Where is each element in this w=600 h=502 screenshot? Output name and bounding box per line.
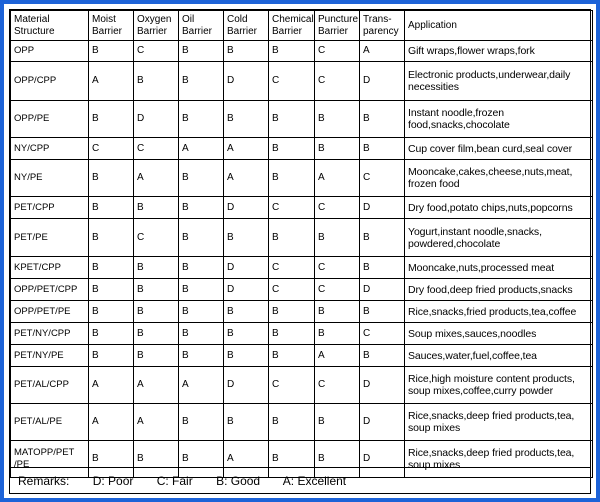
table-row (11, 138, 593, 160)
cell-moist: A (89, 62, 134, 101)
cell-puncture: B (315, 101, 360, 138)
cell-puncture: C (315, 197, 360, 219)
cell-moist: B (89, 41, 134, 62)
cell-oil: B (179, 62, 224, 101)
cell-transparency: B (360, 138, 405, 160)
cell-structure: PET/CPP (11, 197, 89, 219)
cell-moist: B (89, 441, 134, 478)
cell-oxygen: B (134, 345, 179, 367)
cell-puncture: A (315, 160, 360, 197)
cell-oil: B (179, 197, 224, 219)
cell-transparency: B (360, 257, 405, 279)
cell-puncture: B (315, 441, 360, 478)
cell-application: Yogurt,instant noodle,snacks, powdered,chocolate (405, 219, 593, 257)
cell-transparency: A (360, 41, 405, 62)
column-header-transparency: Trans- parency (360, 11, 405, 41)
table-row (11, 345, 593, 367)
cell-chemical: B (269, 404, 315, 441)
cell-oxygen: A (134, 160, 179, 197)
cell-cold: D (224, 257, 269, 279)
cell-chemical: B (269, 323, 315, 345)
cell-application: Instant noodle,frozen food,snacks,chocolate (405, 101, 593, 138)
cell-transparency: D (360, 441, 405, 478)
table-row (11, 404, 593, 441)
cell-structure: OPP/PET/PE (11, 301, 89, 323)
cell-structure: PET/NY/CPP (11, 323, 89, 345)
cell-cold: D (224, 197, 269, 219)
cell-transparency: D (360, 404, 405, 441)
table-row (11, 367, 593, 404)
cell-application: Dry food,deep fried products,snacks (405, 279, 593, 301)
column-header-chemical-barrier: Chemical Barrier (269, 11, 315, 41)
column-header-material-structure: Material Structure (11, 11, 89, 41)
cell-puncture: B (315, 219, 360, 257)
cell-transparency: D (360, 62, 405, 101)
remarks-legend (10, 467, 590, 493)
cell-application: Rice,high moisture content products, soup mixes,coffee,curry powder (405, 367, 593, 404)
cell-transparency: D (360, 367, 405, 404)
cell-chemical: B (269, 101, 315, 138)
cell-moist: C (89, 138, 134, 160)
cell-puncture: C (315, 367, 360, 404)
cell-cold: A (224, 441, 269, 478)
cell-structure: PET/AL/CPP (11, 367, 89, 404)
cell-oil: B (179, 323, 224, 345)
cell-oil: B (179, 345, 224, 367)
cell-puncture: A (315, 345, 360, 367)
cell-oil: A (179, 367, 224, 404)
cell-transparency: B (360, 101, 405, 138)
cell-transparency: B (360, 301, 405, 323)
table-row (11, 62, 593, 101)
cell-oxygen: D (134, 101, 179, 138)
cell-application: Rice,snacks,deep fried products,tea, soup mixes (405, 441, 593, 478)
cell-chemical: C (269, 279, 315, 301)
cell-structure: OPP/PE (11, 101, 89, 138)
cell-moist: B (89, 301, 134, 323)
remark-poor: D: Poor (92, 474, 134, 488)
table-row (11, 219, 593, 257)
table-body (11, 41, 593, 478)
cell-moist: B (89, 279, 134, 301)
cell-oil: B (179, 257, 224, 279)
cell-structure: OPP/CPP (11, 62, 89, 101)
cell-puncture: B (315, 404, 360, 441)
cell-oil: B (179, 404, 224, 441)
cell-chemical: B (269, 345, 315, 367)
cell-application: Cup cover film,bean curd,seal cover (405, 138, 593, 160)
cell-cold: B (224, 323, 269, 345)
cell-moist: A (89, 367, 134, 404)
cell-puncture: B (315, 323, 360, 345)
cell-puncture: C (315, 279, 360, 301)
cell-chemical: B (269, 138, 315, 160)
cell-oil: A (179, 138, 224, 160)
material-properties-table (10, 10, 593, 478)
column-header-oxygen-barrier: Oxygen Barrier (134, 11, 179, 41)
column-header-oil-barrier: Oil Barrier (179, 11, 224, 41)
cell-cold: B (224, 301, 269, 323)
cell-oxygen: A (134, 367, 179, 404)
cell-application: Rice,snacks,deep fried products,tea, soup mixes (405, 404, 593, 441)
cell-puncture: B (315, 138, 360, 160)
cell-structure: NY/CPP (11, 138, 89, 160)
cell-application: Mooncake,cakes,cheese,nuts,meat, frozen food (405, 160, 593, 197)
cell-transparency: B (360, 345, 405, 367)
cell-structure: PET/PE (11, 219, 89, 257)
cell-cold: B (224, 41, 269, 62)
cell-oxygen: B (134, 323, 179, 345)
cell-structure: OPP (11, 41, 89, 62)
cell-oil: B (179, 160, 224, 197)
cell-application: Gift wraps,flower wraps,fork (405, 41, 593, 62)
cell-moist: B (89, 197, 134, 219)
cell-puncture: B (315, 301, 360, 323)
header-row (11, 11, 593, 41)
cell-chemical: C (269, 367, 315, 404)
cell-puncture: C (315, 62, 360, 101)
cell-chemical: B (269, 441, 315, 478)
cell-oxygen: B (134, 441, 179, 478)
table-row (11, 197, 593, 219)
column-header-moist-barrier: Moist Barrier (89, 11, 134, 41)
remark-fair: C: Fair (156, 474, 193, 488)
cell-cold: B (224, 101, 269, 138)
cell-oxygen: B (134, 301, 179, 323)
cell-cold: B (224, 219, 269, 257)
cell-puncture: C (315, 257, 360, 279)
cell-chemical: B (269, 219, 315, 257)
cell-cold: D (224, 279, 269, 301)
cell-chemical: C (269, 62, 315, 101)
cell-structure: PET/AL/PE (11, 404, 89, 441)
cell-chemical: B (269, 41, 315, 62)
cell-moist: B (89, 257, 134, 279)
cell-cold: D (224, 62, 269, 101)
cell-application: Mooncake,nuts,processed meat (405, 257, 593, 279)
column-header-application: Application (405, 11, 593, 41)
cell-puncture: C (315, 41, 360, 62)
cell-structure: OPP/PET/CPP (11, 279, 89, 301)
cell-cold: A (224, 160, 269, 197)
cell-transparency: C (360, 323, 405, 345)
table-row (11, 160, 593, 197)
table-container (9, 9, 591, 494)
column-header-puncture-barrier: Puncture Barrier (315, 11, 360, 41)
cell-moist: B (89, 160, 134, 197)
cell-chemical: B (269, 160, 315, 197)
cell-oxygen: B (134, 279, 179, 301)
remark-excellent: A: Excellent (282, 474, 347, 488)
cell-oxygen: C (134, 219, 179, 257)
cell-chemical: B (269, 301, 315, 323)
cell-moist: A (89, 404, 134, 441)
cell-transparency: B (360, 219, 405, 257)
remarks-label: Remarks: (18, 474, 70, 488)
cell-transparency: D (360, 279, 405, 301)
cell-oxygen: B (134, 62, 179, 101)
cell-moist: B (89, 345, 134, 367)
cell-structure: MATOPP/PET /PE (11, 441, 89, 478)
cell-oil: B (179, 41, 224, 62)
cell-oil: B (179, 279, 224, 301)
cell-cold: B (224, 404, 269, 441)
cell-chemical: C (269, 257, 315, 279)
cell-chemical: C (269, 197, 315, 219)
cell-moist: B (89, 219, 134, 257)
cell-structure: KPET/CPP (11, 257, 89, 279)
cell-transparency: D (360, 197, 405, 219)
cell-cold: A (224, 138, 269, 160)
cell-application: Sauces,water,fuel,coffee,tea (405, 345, 593, 367)
cell-application: Electronic products,underwear,daily necessities (405, 62, 593, 101)
cell-application: Dry food,potato chips,nuts,popcorns (405, 197, 593, 219)
cell-structure: NY/PE (11, 160, 89, 197)
cell-oxygen: B (134, 257, 179, 279)
cell-oil: B (179, 101, 224, 138)
table-row (11, 323, 593, 345)
cell-moist: B (89, 323, 134, 345)
cell-oxygen: B (134, 197, 179, 219)
table-row (11, 301, 593, 323)
cell-cold: D (224, 367, 269, 404)
cell-oxygen: C (134, 138, 179, 160)
cell-application: Rice,snacks,fried products,tea,coffee (405, 301, 593, 323)
cell-moist: B (89, 101, 134, 138)
cell-structure: PET/NY/PE (11, 345, 89, 367)
cell-oil: B (179, 301, 224, 323)
cell-oil: B (179, 441, 224, 478)
table-row (11, 257, 593, 279)
cell-oil: B (179, 219, 224, 257)
cell-oxygen: C (134, 41, 179, 62)
remark-good: B: Good (216, 474, 261, 488)
column-header-cold-barrier: Cold Barrier (224, 11, 269, 41)
cell-application: Soup mixes,sauces,noodles (405, 323, 593, 345)
cell-cold: B (224, 345, 269, 367)
table-row (11, 101, 593, 138)
table-row (11, 279, 593, 301)
table-row (11, 41, 593, 62)
cell-oxygen: A (134, 404, 179, 441)
cell-transparency: C (360, 160, 405, 197)
